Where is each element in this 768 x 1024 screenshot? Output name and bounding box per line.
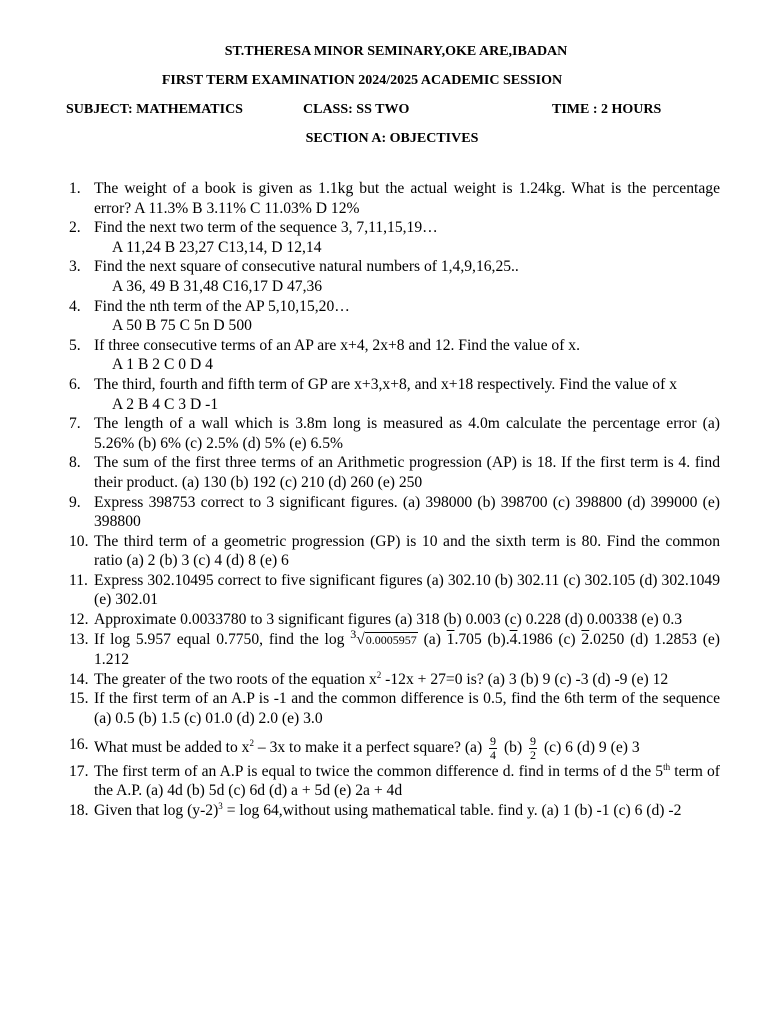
question-mid: – 3x to make it a perfect square? (a)	[253, 738, 487, 756]
question-text	[94, 670, 720, 690]
section-title: SECTION A: OBJECTIVES	[305, 131, 479, 146]
question-text: Find the next square of consecutive natural numbers of 1,4,9,16,25..	[94, 258, 519, 276]
question-text: If the first term of an A.P is -1 and the common difference is 0.5, find the 6th term of the sequence (a) 0.5 (b) 1.5 (c) 01.0 (d) 2.0 (e) 3.0	[94, 690, 720, 728]
question-number: 11.	[69, 571, 88, 589]
question-text: The third term of a geometric progression (GP) is 10 and the sixth term is 80. Find the common ratio (a) 2 (b) 3 (c) 4 (d) 8 (e) 6	[94, 532, 720, 570]
question-rest: term of the A.P. (a) 4d (b) 5d (c) 6d (d) a + 5d (e) 2a + 4d	[94, 762, 720, 800]
question-text	[94, 626, 720, 670]
question-number: 4.	[69, 297, 81, 315]
option-a-label: (a)	[423, 630, 447, 648]
question-4	[69, 297, 720, 336]
exam-title: FIRST TERM EXAMINATION 2024/2025 ACADEMIC SESSION	[161, 73, 563, 88]
question-options: A 2 B 4 C 3 D -1	[112, 395, 219, 413]
question-5	[69, 336, 720, 375]
question-number: 15.	[69, 690, 89, 708]
question-number: 16.	[69, 735, 89, 753]
option-b-label: (b).	[487, 630, 510, 648]
question-text: The sum of the first three terms of an Arithmetic progression (AP) is 18. If the first term is 4. find their product. (a) 130 (b) 192 (c) 210 (d) 260 (e) 250	[94, 454, 720, 491]
question-number: 7.	[69, 415, 81, 433]
question-text: Find the next two term of the sequence 3, 7,11,15,19…	[94, 219, 438, 237]
question-options: A 50 B 75 C 5n D 500	[112, 317, 252, 335]
options-d-e: (d) 1.2853 (e) 1.212	[94, 630, 720, 669]
question-options: A 36, 49 B 31,48 C16,17 D 47,36	[112, 277, 323, 295]
question-stem: The first term of an A.P is equal to twice the common difference d. find in terms of d the 5	[94, 762, 664, 780]
fraction-option-a	[489, 735, 497, 762]
question-text: Express 302.10495 correct to five significant figures (a) 302.10 (b) 302.11 (c) 302.105 (d) 302.1049 (e) 302.01	[94, 571, 720, 609]
question-number: 10.	[69, 532, 89, 550]
option-b-rest: .1986	[517, 630, 553, 648]
question-text: If three consecutive terms of an AP are x+4, 2x+8 and 12. Find the value of x.	[94, 336, 580, 354]
question-text	[94, 735, 720, 762]
option-a-bar-digit: 1	[446, 630, 455, 648]
question-text	[94, 801, 720, 821]
question-1	[69, 179, 720, 218]
question-17	[69, 762, 720, 801]
question-stem: If log 5.957 equal 0.7750, find the log	[94, 630, 351, 648]
time-label: TIME : 2 HOURS	[552, 102, 662, 117]
question-text: Approximate 0.0033780 to 3 significant figures (a) 318 (b) 0.003 (c) 0.228 (d) 0.00338 (e) 0.3	[94, 611, 683, 629]
question-18	[69, 801, 720, 821]
question-14	[69, 670, 720, 690]
question-11	[69, 571, 720, 610]
radicand: 0.0005957	[365, 632, 417, 647]
exponent: 2	[249, 737, 254, 748]
fraction-option-b	[529, 735, 537, 762]
school-name: ST.THERESA MINOR SEMINARY,OKE ARE,IBADAN	[224, 44, 568, 59]
question-number: 13.	[69, 630, 89, 648]
question-text	[94, 762, 720, 801]
numerator: 9	[530, 733, 537, 748]
option-c-rest: .0250	[589, 630, 625, 648]
question-number: 18.	[69, 801, 89, 819]
option-b-bar-digit: 4	[509, 630, 518, 648]
question-16	[69, 735, 720, 762]
question-number: 8.	[69, 454, 81, 472]
option-a-rest: .705	[454, 630, 482, 648]
option-b-label: (b)	[503, 738, 527, 756]
denominator: 2	[530, 747, 537, 762]
question-text: The third, fourth and fifth term of GP are x+3,x+8, and x+18 respectively. Find the value of x	[94, 375, 677, 393]
denominator: 4	[490, 747, 497, 762]
question-options: A 1 B 2 C 0 D 4	[112, 356, 213, 374]
question-stem: What must be added to x	[94, 738, 250, 756]
question-13	[69, 626, 720, 670]
cube-root-expression: $^3$√0.0005957	[350, 626, 417, 648]
question-6	[69, 375, 720, 414]
question-number: 14.	[69, 670, 89, 688]
ordinal-suffix: th	[663, 761, 671, 772]
question-text: The length of a wall which is 3.8m long is measured as 4.0m calculate the percentage error (a) 5.26% (b) 6% (c) 2.5% (d) 5% (e) 6.5%	[94, 415, 720, 452]
question-number: 6.	[69, 375, 81, 393]
question-7	[69, 414, 720, 453]
question-2	[69, 218, 720, 257]
question-number: 3.	[69, 258, 81, 276]
question-stem: The greater of the two roots of the equation x	[94, 670, 377, 688]
question-rest: -12x + 27=0 is? (a) 3 (b) 9 (c) -3 (d) -9 (e) 12	[381, 670, 669, 688]
question-number: 1.	[69, 180, 81, 197]
class-label: CLASS: SS TWO	[303, 102, 410, 117]
question-stem: Given that log (y-2)	[94, 801, 219, 819]
root-index: 3	[350, 626, 357, 641]
question-number: 2.	[69, 219, 81, 237]
question-list	[69, 179, 720, 820]
question-8	[69, 453, 720, 492]
question-15	[69, 689, 720, 728]
option-c-bar-digit: 2	[581, 630, 590, 648]
question-text: Find the nth term of the AP 5,10,15,20…	[94, 297, 350, 315]
option-c-label: (c)	[558, 630, 582, 648]
question-12	[69, 610, 720, 630]
options-c-e: (c) 6 (d) 9 (e) 3	[543, 738, 640, 756]
question-text: Express 398753 correct to 3 significant figures. (a) 398000 (b) 398700 (c) 398800 (d) 399000 (e) 398800	[94, 493, 720, 531]
subject-label: SUBJECT: MATHEMATICS	[66, 102, 243, 117]
question-number: 12.	[69, 611, 89, 629]
question-3	[69, 257, 720, 296]
question-number: 9.	[69, 493, 81, 511]
question-number: 17.	[69, 762, 89, 780]
question-text: The weight of a book is given as 1.1kg but the actual weight is 1.24kg. What is the percentage error? A 11.3% B 3.11% C 11.03% D 12%	[94, 180, 720, 217]
question-options: A 11,24 B 23,27 C13,14, D 12,14	[112, 238, 322, 256]
exponent: 3	[218, 800, 223, 811]
question-rest: = log 64,without using mathematical table. find y. (a) 1 (b) -1 (c) 6 (d) -2	[222, 801, 682, 819]
question-10	[69, 532, 720, 571]
question-9	[69, 493, 720, 532]
question-number: 5.	[69, 336, 81, 354]
exponent: 2	[376, 669, 382, 680]
numerator: 9	[490, 733, 497, 748]
